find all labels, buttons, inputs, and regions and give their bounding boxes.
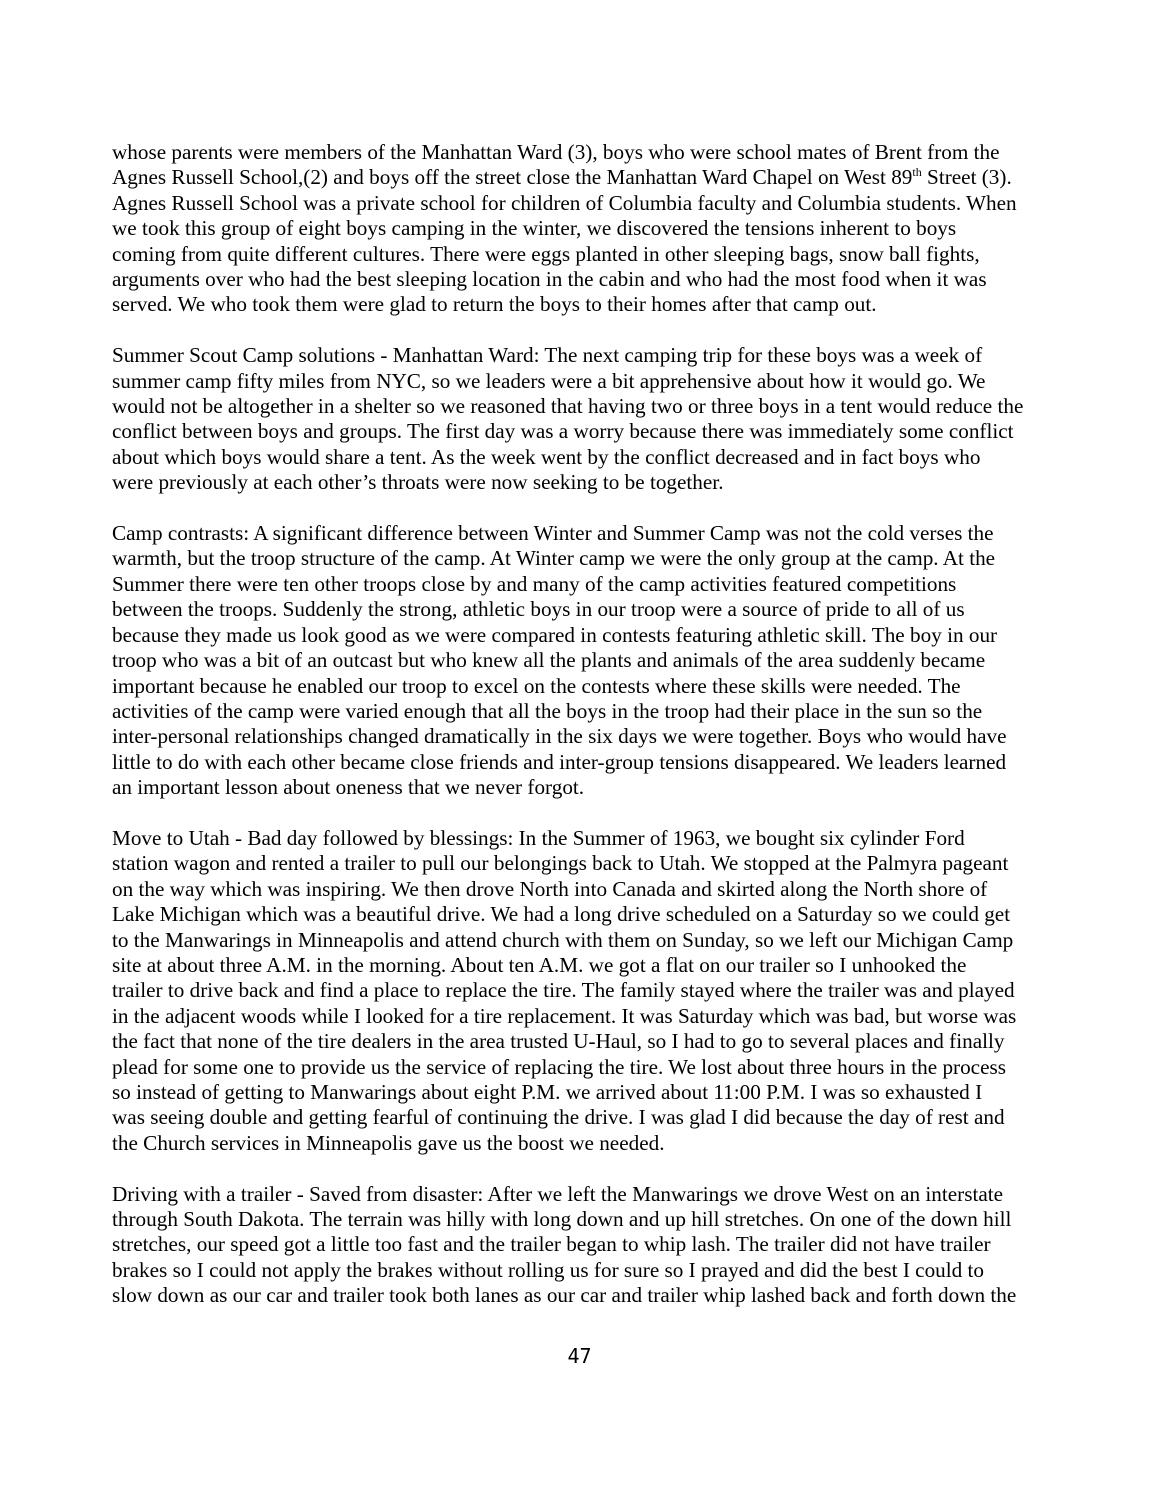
paragraph-driving-with-trailer: Driving with a trailer - Saved from disaster: After we left the Manwarings we drove West on an interstate through South Dakota. The terrain was hilly with long down and up hill stretches. On one of the down hill stretches, our speed got a little too fast and the trailer began to whip lash. The trailer did not have trailer brakes so I could not apply the brakes without rolling us for sure so I prayed and did the best I could to slow down as our car and trailer took both lanes as our car and trailer whip lashed back and forth down the xyxy=(112,1181,1017,1308)
paragraph-text: Street (3). Agnes Russell School was a private school for children of Columbia faculty and Columbia students. When we took this group of eight boys camping in the winter, we discovered the tensions inherent to boys coming from quite different cultures. There were eggs planted in other sleeping bags, snow ball fights, arguments over who had the best sleeping location in the cabin and who had the most food when it was served. We who took them were glad to return the boys to their homes after that camp out. xyxy=(112,165,1017,317)
paragraph-summer-scout-camp: Summer Scout Camp solutions - Manhattan Ward: The next camping trip for these boys was a week of summer camp fifty miles from NYC, so we leaders were a bit apprehensive about how it would go. We would not be altogether in a shelter so we reasoned that having two or three boys in a tent would reduce the conflict between boys and groups. The first day was a worry because there was immediately some conflict about which boys would share a tent. As the week went by the conflict decreased and in fact boys who were previously at each other’s throats were now seeking to be together. xyxy=(112,343,1024,495)
paragraph-camp-contrasts: Camp contrasts: A significant difference between Winter and Summer Camp was not the cold verses the warmth, but the troop structure of the camp. At Winter camp we were the only group at the camp. At the Summer there were ten other troops close by and many of the camp activities featured competitions between the troops. Suddenly the strong, athletic boys in our troop were a source of pride to all of us because they made us look good as we were compared in contests featuring athletic skill. The boy in our troop who was a bit of an outcast but who knew all the plants and animals of the area suddenly became important because he enabled our troop to excel on the contests where these skills were needed. The activities of the camp were varied enough that all the boys in the troop had their place in the sun so the inter-personal relationships changed dramatically in the six days we were together. Boys who would have little to do with each other became close friends and inter-group tensions disappeared. We leaders learned an important lesson about oneness that we never forgot. xyxy=(112,521,1007,800)
ordinal-superscript: th xyxy=(912,165,922,180)
page-number: 47 xyxy=(567,1344,592,1368)
document-page xyxy=(112,140,1102,1309)
paragraph-scout-troop-boys xyxy=(112,140,1102,318)
paragraph-text: whose parents were members of the Manhattan Ward (3), boys who were school mates of Brent from the Agnes Russell School,(2) and boys off the street close the Manhattan Ward Chapel on West 89 xyxy=(112,140,1000,190)
paragraph-move-to-utah: Move to Utah - Bad day followed by blessings: In the Summer of 1963, we bought six cylinder Ford station wagon and rented a trailer to pull our belongings back to Utah. We stopped at the Palmyra pageant on the way which was inspiring. We then drove North into Canada and skirted along the North shore of Lake Michigan which was a beautiful drive. We had a long drive scheduled on a Saturday so we could get to the Manwarings in Minneapolis and attend church with them on Sunday, so we left our Michigan Camp site at about three A.M. in the morning. About ten A.M. we got a flat on our trailer so I unhooked the trailer to drive back and find a place to replace the tire. The family stayed where the trailer was and played in the adjacent woods while I looked for a tire replacement. It was Saturday which was bad, but worse was the fact that none of the tire dealers in the area trusted U-Haul, so I had to go to several places and finally plead for some one to provide us the service of replacing the tire. We lost about three hours in the process so instead of getting to Manwarings about eight P.M. we arrived about 11:00 P.M. I was so exhausted I was seeing double and getting fearful of continuing the drive. I was glad I did because the day of rest and the Church services in Minneapolis gave us the boost we needed. xyxy=(112,825,1017,1155)
